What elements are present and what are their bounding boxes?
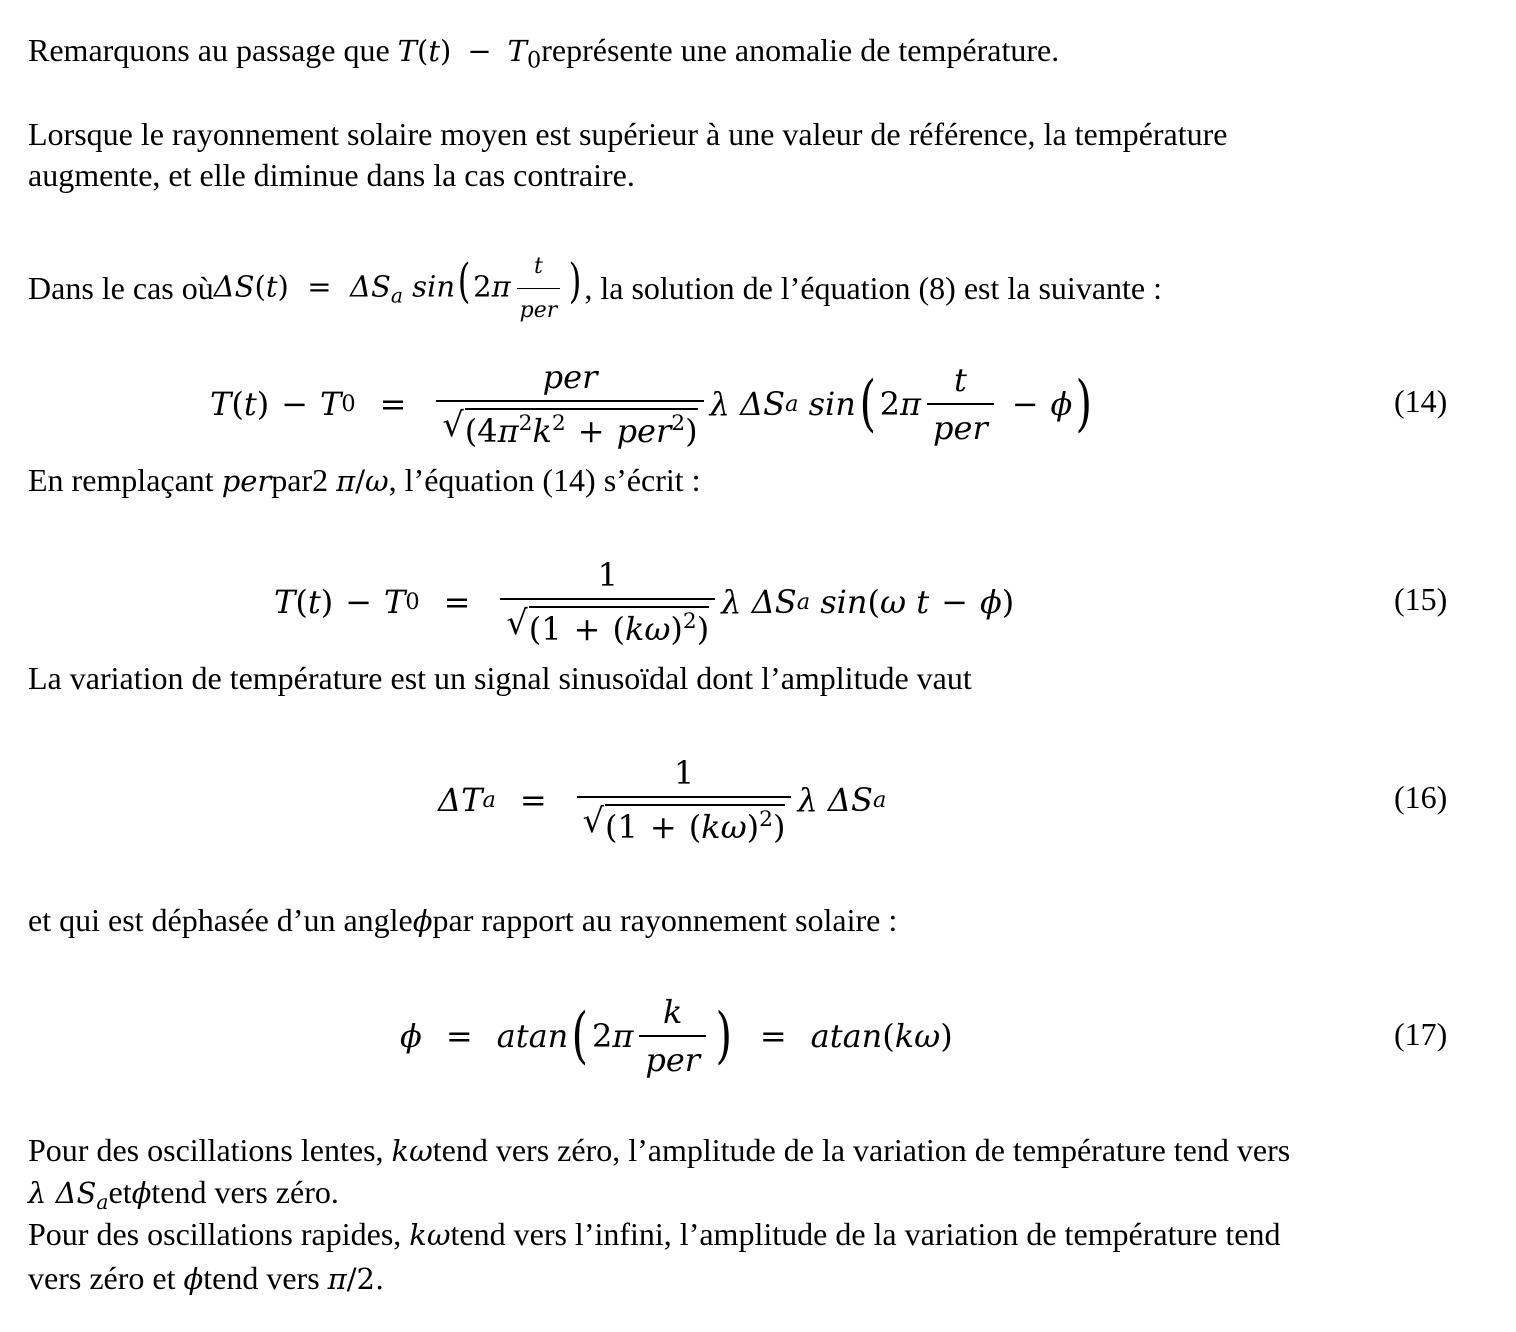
paragraph-amplitude: La variation de température est un signal sinusoïdal dont l’amplitude vaut [28, 660, 972, 696]
p1-text-b: représente une anomalie de température. [541, 32, 1060, 68]
equation-number-16: (16) [1394, 779, 1448, 815]
equation-number-15: (15) [1394, 581, 1448, 617]
p6-text-a: et qui est déphasée d’un angle [28, 902, 413, 938]
eq15-fraction: 1 √ $(1 + (k\omega)^2)$ [500, 556, 715, 648]
p4-text-c: , l’équation (14) s’écrit : [388, 462, 701, 498]
p8-text-d: tend vers [203, 1260, 328, 1296]
p8-text-a: Pour des oscillations rapides, [28, 1216, 410, 1252]
p7-text-d: tend vers zéro. [151, 1174, 339, 1210]
equation-number-17: (17) [1394, 1016, 1448, 1052]
p3-text-b: , la solution de l’équation (8) est la suivante : [584, 270, 1162, 306]
eq16-fraction: 1 √ $(1 + (k\omega)^2)$ [577, 754, 792, 846]
p3-text-a: Dans le cas où [28, 270, 214, 306]
paragraph-radiation-line2: augmente, et elle diminue dans la cas contraire. [28, 157, 635, 193]
equation-17: ϕ = atan ( 2 π $\frac{k}{\text{per}}$ ) = atan ( kω ) [400, 993, 953, 1079]
p8-text-c: vers zéro et [28, 1260, 184, 1296]
paragraph-radiation-line1: Lorsque le rayonnement solaire moyen est supérieur à une valeur de référence, la température [28, 116, 1228, 152]
paragraph-slow-line1: Pour des oscillations lentes, kωtend vers zéro, l’amplitude de la variation de température tend vers [28, 1132, 1291, 1168]
paragraph-anomaly: Remarquons au passage que $T(t) - T_0représente$ une anomalie de température. [28, 32, 1060, 74]
paragraph-phase: et qui est déphasée d’un angleϕpar rapport au rayonnement solaire : [28, 902, 898, 938]
p8-text-b: tend vers l’infini, l’amplitude de la variation de température tend [450, 1216, 1281, 1252]
p4-text-b: par2 [271, 462, 337, 498]
p6-text-b: par rapport au rayonnement solaire : [432, 902, 898, 938]
paragraph-slow-line2: λ $\Delta S_aet\phi tend$ vers zéro. [28, 1174, 339, 1215]
equation-15: T ( t ) − T 0 = 1 √ $(1 + (k\omega)^2)$ λ ΔS a sin ( ω t − ϕ ) [274, 556, 1015, 648]
paragraph-replacing: En remplaçant perpar2 π/ω, l’équation (14) s’écrit : [28, 462, 701, 498]
equation-16: ΔT a = 1 √ $(1 + (k\omega)^2)$ λ ΔS a [438, 754, 887, 846]
p7-text-a: Pour des oscillations lentes, [28, 1132, 392, 1168]
equation-14: T ( t ) − T 0 = per √ $(4\pi^2k^2 + per^2)$ λ ΔS a sin ( 2 π $\frac{t}{\text{per}}$ − ϕ ) [210, 358, 1093, 450]
p1-text-a: Remarquons au passage que [28, 32, 398, 68]
p7-text-b: tend vers zéro, l’amplitude de la variation de température tend vers [432, 1132, 1291, 1168]
inline-math-delta-s: $\Delta S(t) = \Delta S_a$ sin(2π $\frac{t}{\text{per}}$ ) [214, 246, 585, 331]
equation-number-14: (14) [1394, 383, 1448, 419]
p4-text-a: En remplaçant [28, 462, 222, 498]
paragraph-fast-line2: vers zéro et ϕtend vers π/2. [28, 1260, 385, 1296]
p7-text-c: et [108, 1174, 132, 1210]
inline-math-anomaly: T [397, 34, 418, 68]
paragraph-case [28, 246, 1162, 331]
eq14-fraction: per √ $(4\pi^2k^2 + per^2)$ [436, 358, 703, 450]
paragraph-fast-line1: Pour des oscillations rapides, kωtend vers l’infini, l’amplitude de la variation de température tend [28, 1216, 1281, 1252]
